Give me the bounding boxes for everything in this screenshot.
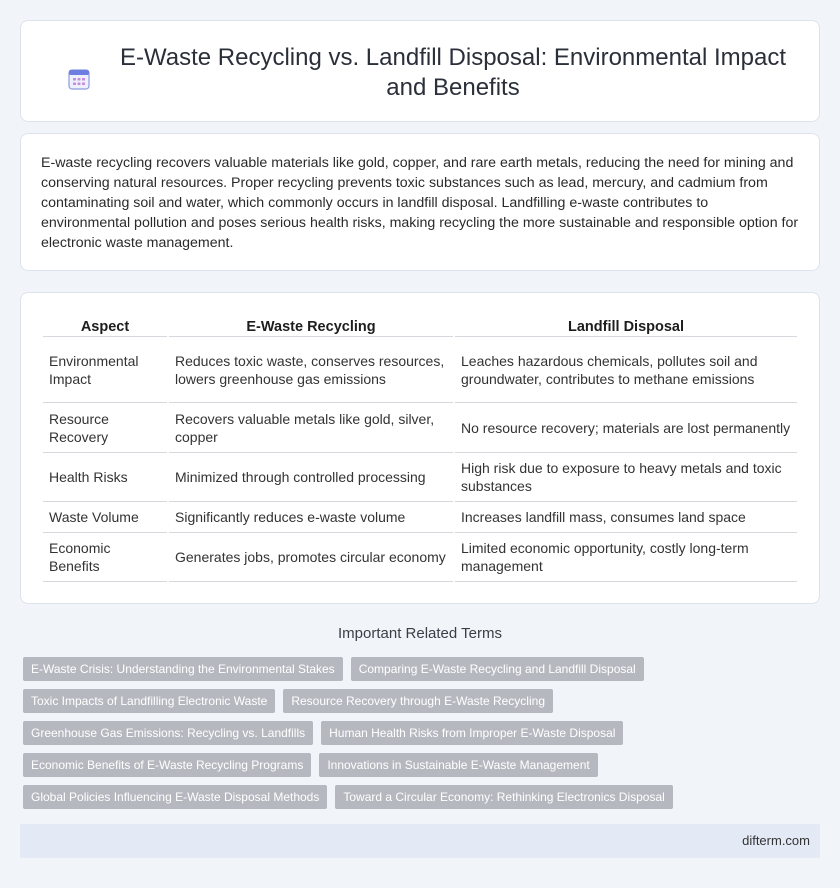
related-term-tag[interactable]: Comparing E-Waste Recycling and Landfill Disposal <box>351 657 644 681</box>
table-cell-aspect: Environmental Impact <box>43 337 167 403</box>
title-card <box>20 20 820 122</box>
page-title: E-Waste Recycling vs. Landfill Disposal: Environmental Impact and Benefits <box>119 44 787 101</box>
table-cell-aspect: Waste Volume <box>43 502 167 533</box>
table-row <box>43 533 797 582</box>
table-cell-recycling: Generates jobs, promotes circular economy <box>169 533 453 582</box>
related-term-tag[interactable]: Resource Recovery through E-Waste Recycling <box>283 689 553 713</box>
table-cell-recycling: Significantly reduces e-waste volume <box>169 502 453 533</box>
comparison-table-card <box>20 292 820 604</box>
related-terms-list <box>23 657 823 817</box>
table-cell-landfill: No resource recovery; materials are lost permanently <box>455 403 797 453</box>
table-cell-landfill: Increases landfill mass, consumes land space <box>455 502 797 533</box>
table-cell-recycling: Minimized through controlled processing <box>169 453 453 502</box>
table-cell-aspect: Economic Benefits <box>43 533 167 582</box>
table-row <box>43 502 797 533</box>
table-cell-recycling: Recovers valuable metals like gold, silver, copper <box>169 403 453 453</box>
column-header-landfill: Landfill Disposal <box>455 315 797 337</box>
related-term-tag[interactable]: Economic Benefits of E-Waste Recycling Programs <box>23 753 311 777</box>
related-term-tag[interactable]: Toxic Impacts of Landfilling Electronic Waste <box>23 689 275 713</box>
table-cell-aspect: Health Risks <box>43 453 167 502</box>
related-term-tag[interactable]: Greenhouse Gas Emissions: Recycling vs. Landfills <box>23 721 313 745</box>
intro-card <box>20 133 820 271</box>
table-cell-landfill: Leaches hazardous chemicals, pollutes soil and groundwater, contributes to methane emissions <box>455 337 797 403</box>
related-term-tag[interactable]: Global Policies Influencing E-Waste Disposal Methods <box>23 785 327 809</box>
intro-paragraph: E-waste recycling recovers valuable materials like gold, copper, and rare earth metals, reducing the need for mining and conserving natural resources. Proper recycling prevents toxic substances such as lead, mercury, and cadmium from contaminating soil and water, which commonly occurs in landfill disposal. Landfilling e-waste contributes to environmental pollution and poses serious health risks, making recycling the more sustainable and responsible option for electronic waste management. <box>41 155 799 251</box>
column-header-recycling: E-Waste Recycling <box>169 315 453 337</box>
tag-row <box>23 721 823 745</box>
table-cell-aspect: Resource Recovery <box>43 403 167 453</box>
related-term-tag[interactable]: Human Health Risks from Improper E-Waste Disposal <box>321 721 623 745</box>
table-header-row <box>43 315 797 337</box>
tag-row <box>23 657 823 681</box>
related-term-tag[interactable]: Innovations in Sustainable E-Waste Management <box>319 753 597 777</box>
column-header-aspect: Aspect <box>43 315 167 337</box>
table-row <box>43 453 797 502</box>
table-cell-recycling: Reduces toxic waste, conserves resources, lowers greenhouse gas emissions <box>169 337 453 403</box>
table-row <box>43 403 797 453</box>
related-term-tag[interactable]: Toward a Circular Economy: Rethinking Electronics Disposal <box>335 785 672 809</box>
tag-row <box>23 753 823 777</box>
related-term-tag[interactable]: E-Waste Crisis: Understanding the Environmental Stakes <box>23 657 343 681</box>
site-name[interactable]: difterm.com <box>742 833 810 848</box>
comparison-table <box>41 315 799 582</box>
related-terms-heading: Important Related Terms <box>338 625 502 642</box>
tag-row <box>23 785 823 809</box>
table-cell-landfill: High risk due to exposure to heavy metals and toxic substances <box>455 453 797 502</box>
calendar-icon <box>67 67 91 91</box>
table-row <box>43 337 797 403</box>
footer <box>20 824 820 858</box>
table-cell-landfill: Limited economic opportunity, costly long-term management <box>455 533 797 582</box>
tag-row <box>23 689 823 713</box>
